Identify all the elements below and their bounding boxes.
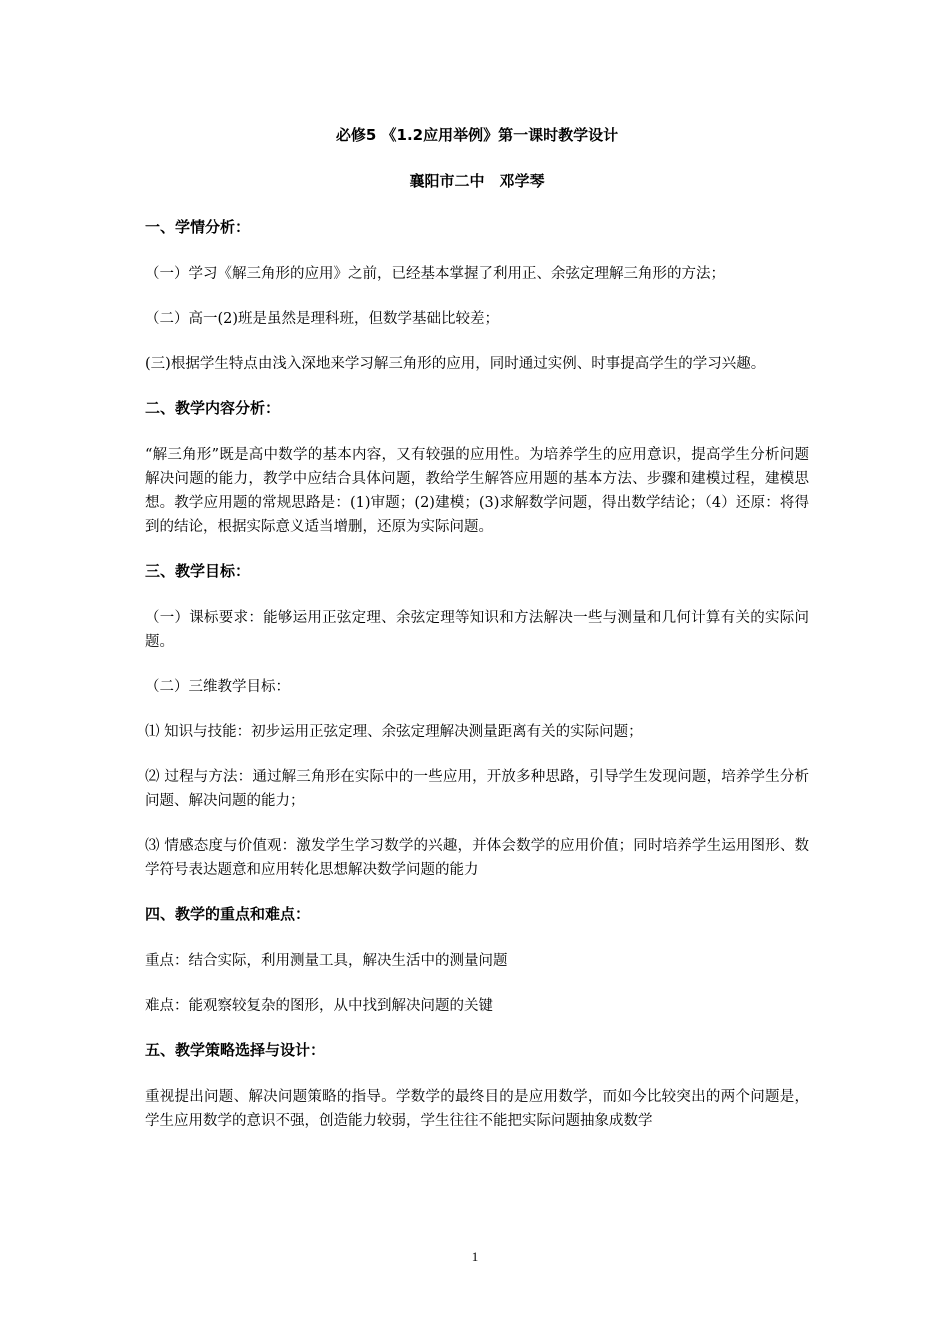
paragraph: 重点：结合实际，利用测量工具，解决生活中的测量问题 [145, 953, 508, 969]
document-title: 必修5 《1.2应用举例》第一课时教学设计 [335, 126, 619, 144]
paragraph: ⑴ 知识与技能：初步运用正弦定理、余弦定理解决测量距离有关的实际问题； [145, 724, 643, 740]
section-heading-5: 五、教学策略选择与设计： [145, 1041, 326, 1059]
section-heading-3: 三、教学目标： [145, 562, 251, 580]
paragraph: ⑶ 情感态度与价值观：激发学生学习数学的兴趣，并体会数学的应用价值；同时培养学生运用图形、数学符号表达题意和应用转化思想解决数学问题的能力 [145, 838, 809, 878]
paragraph: （一）课标要求：能够运用正弦定理、余弦定理等知识和方法解决一些与测量和几何计算有关的实际问题。 [145, 610, 809, 650]
paragraph: 重视提出问题、解决问题策略的指导。学数学的最终目的是应用数学，而如今比较突出的两个问题是，学生应用数学的意识不强，创造能力较弱，学生往往不能把实际问题抽象成数学 [145, 1089, 809, 1129]
paragraph: ⑵ 过程与方法：通过解三角形在实际中的一些应用，开放多种思路，引导学生发现问题，培养学生分析问题、解决问题的能力； [145, 769, 809, 809]
document-body [145, 124, 809, 1154]
paragraph: 难点：能观察较复杂的图形，从中找到解决问题的关键 [145, 998, 493, 1014]
section-heading-4: 四、教学的重点和难点： [145, 905, 311, 923]
section-heading-1: 一、学情分析： [145, 218, 251, 236]
paragraph: （二）三维教学目标： [145, 679, 290, 695]
paragraph: (三)根据学生特点由浅入深地来学习解三角形的应用，同时通过实例、时事提高学生的学习兴趣。 [145, 356, 766, 372]
paragraph: （一）学习《解三角形的应用》之前，已经基本掌握了利用正、余弦定理解三角形的方法； [145, 266, 725, 282]
paragraph: （二）高一(2)班是虽然是理科班，但数学基础比较差； [145, 311, 500, 327]
section-heading-2: 二、教学内容分析： [145, 399, 281, 417]
document-author: 襄阳市二中 邓学琴 [409, 172, 545, 190]
paragraph: “解三角形”既是高中数学的基本内容，又有较强的应用性。为培养学生的应用意识，提高学生分析问题解决问题的能力，教学中应结合具体问题，教给学生解答应用题的基本方法、步骤和建模过程，建模思想。教学应用题的常规思路是：(1)审题；(2)建模；(3)求解数学问题，得出数学结论；（4）还原：将得到的结论，根据实际意义适当增删，还原为实际问题。 [145, 447, 809, 535]
page-number: 1 [471, 1249, 479, 1264]
